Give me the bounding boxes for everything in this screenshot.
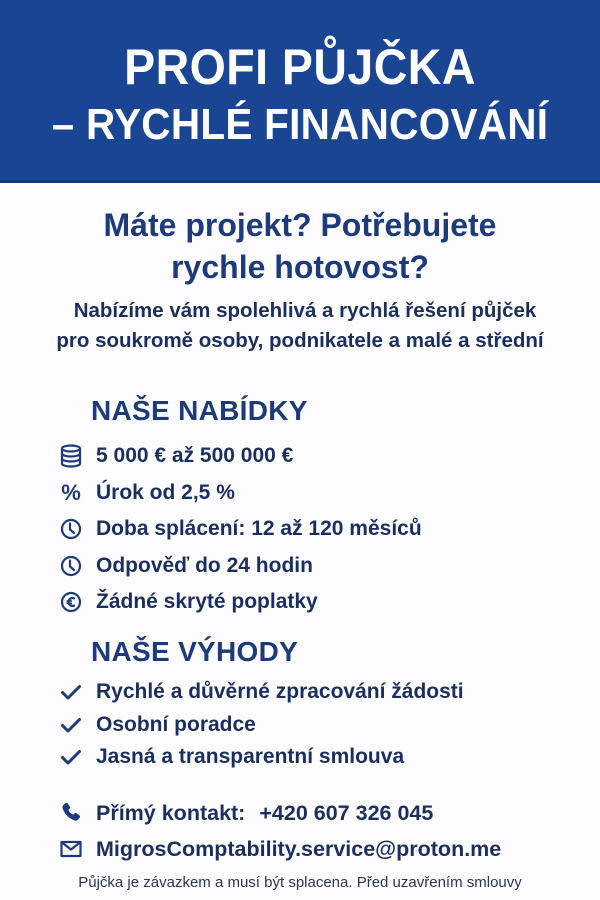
list-item [58, 676, 464, 709]
offer-interest-rate: Úrok od 2,5 % [96, 480, 235, 504]
phone-number-link[interactable]: +420 607 326 045 [259, 800, 434, 825]
disclaimer-line-1: Půjčka je závazkem a musí být splacena. Před uzavřením smlouvy [78, 874, 522, 891]
benefits-list [58, 676, 464, 774]
coins-stack-icon [58, 443, 84, 469]
envelope-icon [58, 836, 84, 862]
offers-list [58, 438, 422, 621]
checkmark-icon [58, 744, 84, 770]
email-contact [58, 831, 501, 867]
checkmark-icon [58, 679, 84, 705]
offer-no-hidden-fees: Žádné skryté poplatky [96, 590, 318, 614]
email-link[interactable]: MigrosComptability.service@proton.me [96, 836, 502, 861]
page-title: PROFI PŮJČKA [124, 39, 476, 95]
list-item [58, 584, 422, 621]
subtitle-line-1: Máte projekt? Potřebujete [103, 207, 497, 243]
percent-icon: % [61, 479, 81, 505]
benefit-transparent-contract: Jasná a transparentní smlouva [96, 745, 405, 769]
subtitle [0, 204, 600, 288]
list-item [58, 741, 464, 774]
disclaimer [0, 872, 600, 894]
benefits-heading: NAŠE VÝHODY [91, 636, 299, 667]
list-item [58, 438, 422, 475]
offer-repayment-period: Doba splácení: 12 až 120 měsíců [96, 517, 422, 541]
phone-label: Přímý kontakt: [96, 800, 246, 825]
phone-icon [58, 800, 84, 826]
subtitle-line-2: rychle hotovost? [171, 249, 429, 285]
benefit-fast-processing: Rychlé a důvěrné zpracování žádosti [96, 680, 464, 704]
intro-text [0, 296, 600, 356]
euro-circle-icon [58, 589, 84, 615]
intro-line-2: pro soukromě osoby, podnikatele a malé a střední [56, 329, 544, 352]
list-item [58, 548, 422, 585]
phone-contact [58, 795, 501, 831]
clock-icon [58, 516, 84, 542]
contact-info [58, 795, 501, 867]
checkmark-icon [58, 712, 84, 738]
list-item [58, 511, 422, 548]
benefit-personal-advisor: Osobní poradce [96, 712, 256, 736]
offers-heading: NAŠE NABÍDKY [91, 395, 308, 426]
intro-line-1: Nabízíme vám spolehlivá a rychlá řešení půjček [73, 299, 537, 322]
offer-amount-range: 5 000 € až 500 000 € [96, 444, 294, 468]
clock-icon [58, 553, 84, 579]
page-title-secondary: – RYCHLÉ FINANCOVÁNÍ [51, 100, 549, 149]
list-item [58, 475, 422, 512]
list-item [58, 709, 464, 742]
header-banner [0, 0, 600, 183]
offer-response-time: Odpověď do 24 hodin [96, 553, 313, 577]
